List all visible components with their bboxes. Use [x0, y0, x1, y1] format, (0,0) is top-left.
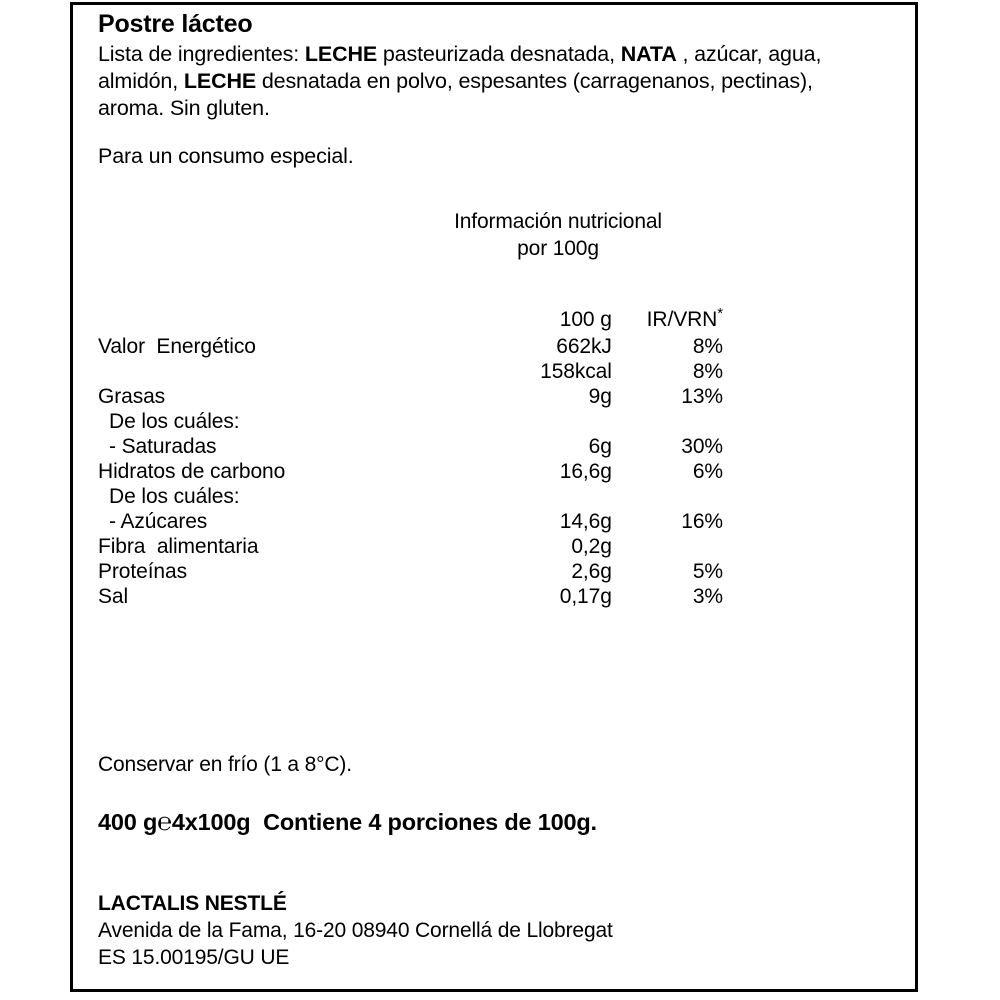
table-row	[98, 510, 723, 535]
nutrient-label: De los cuáles:	[109, 410, 240, 433]
page-title: Postre lácteo	[98, 10, 253, 38]
nutrient-label: - Saturadas	[109, 435, 217, 458]
column-header-nutrient	[98, 308, 490, 335]
nutrient-percent: 8%	[692, 335, 723, 358]
ingredients-text-2: , azúcar, agua, almidón,	[98, 42, 822, 93]
table-header-row	[98, 308, 723, 335]
ingredients-text-3: desnatada en polvo, espesantes (carragenanos, pectinas), aroma. Sin gluten.	[98, 69, 813, 120]
nutrient-value: 6g	[588, 435, 612, 458]
portions-text: Contiene 4 porciones de 100g.	[263, 809, 597, 835]
table-row	[98, 410, 723, 435]
nutrient-value: 2,6g	[571, 560, 612, 583]
nutrient-value: 16,6g	[559, 460, 612, 483]
nutrient-label: Grasas	[98, 385, 166, 408]
nutrient-percent: 30%	[681, 435, 723, 458]
nutrient-label: De los cuáles:	[109, 485, 240, 508]
nutrition-heading-line2: por 100g	[517, 237, 599, 260]
label-content	[98, 5, 898, 989]
nutrient-percent: 16%	[681, 510, 723, 533]
table-row	[98, 560, 723, 585]
nutrition-heading	[398, 208, 718, 262]
column-header-per-100g: 100 g	[559, 308, 612, 331]
nutrient-value	[490, 485, 620, 510]
manufacturer-block	[98, 890, 613, 971]
nutrient-percent: 3%	[692, 585, 723, 608]
table-row	[98, 435, 723, 460]
table-row	[98, 585, 723, 610]
ingredients-paragraph	[98, 41, 858, 122]
table-row	[98, 385, 723, 410]
table-row	[98, 360, 723, 385]
column-header-ir-vrn: IR/VRN*	[646, 305, 723, 331]
net-weight-line	[98, 808, 597, 837]
nutrient-percent	[620, 410, 723, 435]
nutrient-label	[98, 360, 490, 385]
nutrient-percent: 6%	[692, 460, 723, 483]
footnote-asterisk: *	[717, 305, 723, 322]
nutrient-percent	[620, 535, 723, 560]
nutrition-heading-line1: Información nutricional	[454, 210, 662, 233]
nutrient-value: 0,2g	[571, 535, 612, 558]
allergen-leche-1: LECHE	[304, 42, 378, 66]
table-row	[98, 535, 723, 560]
health-registration-number: ES 15.00195/GU UE	[98, 946, 290, 969]
nutrient-value: 662kJ	[556, 335, 612, 358]
nutrient-label: Fibra alimentaria	[98, 535, 259, 558]
nutrient-percent: 5%	[692, 560, 723, 583]
nutrient-value	[490, 410, 620, 435]
special-consumption-note: Para un consumo especial.	[98, 144, 354, 168]
nutrient-value: 14,6g	[559, 510, 612, 533]
allergen-nata: NATA	[620, 42, 677, 66]
ingredients-text-1: pasteurizada desnatada,	[377, 42, 621, 66]
table-row	[98, 485, 723, 510]
nutrient-label: Sal	[98, 585, 129, 608]
net-weight: 400 g	[98, 809, 158, 835]
manufacturer-name: LACTALIS NESTLÉ	[98, 892, 287, 915]
ingredients-prefix: Lista de ingredientes:	[98, 42, 305, 66]
nutrition-label-panel	[70, 2, 918, 992]
nutrient-label: Hidratos de carbono	[98, 460, 286, 483]
nutrient-label: Valor Energético	[98, 335, 256, 358]
table-row	[98, 460, 723, 485]
pack-format: 4x100g	[171, 809, 251, 835]
nutrient-percent: 8%	[692, 360, 723, 383]
nutrient-label: Proteínas	[98, 560, 187, 583]
nutrient-value: 0,17g	[559, 585, 612, 608]
nutrient-percent	[620, 485, 723, 510]
estimated-sign-icon: ℮	[157, 808, 172, 836]
nutrient-value: 9g	[588, 385, 612, 408]
nutrient-value: 158kcal	[540, 360, 612, 383]
storage-instructions: Conservar en frío (1 a 8°C).	[98, 753, 352, 776]
allergen-leche-2: LECHE	[183, 69, 257, 93]
table-row	[98, 335, 723, 360]
nutrient-label: - Azúcares	[109, 510, 208, 533]
manufacturer-address: Avenida de la Fama, 16-20 08940 Cornellá de Llobregat	[98, 919, 613, 942]
nutrition-table	[98, 305, 723, 610]
nutrient-percent: 13%	[681, 385, 723, 408]
